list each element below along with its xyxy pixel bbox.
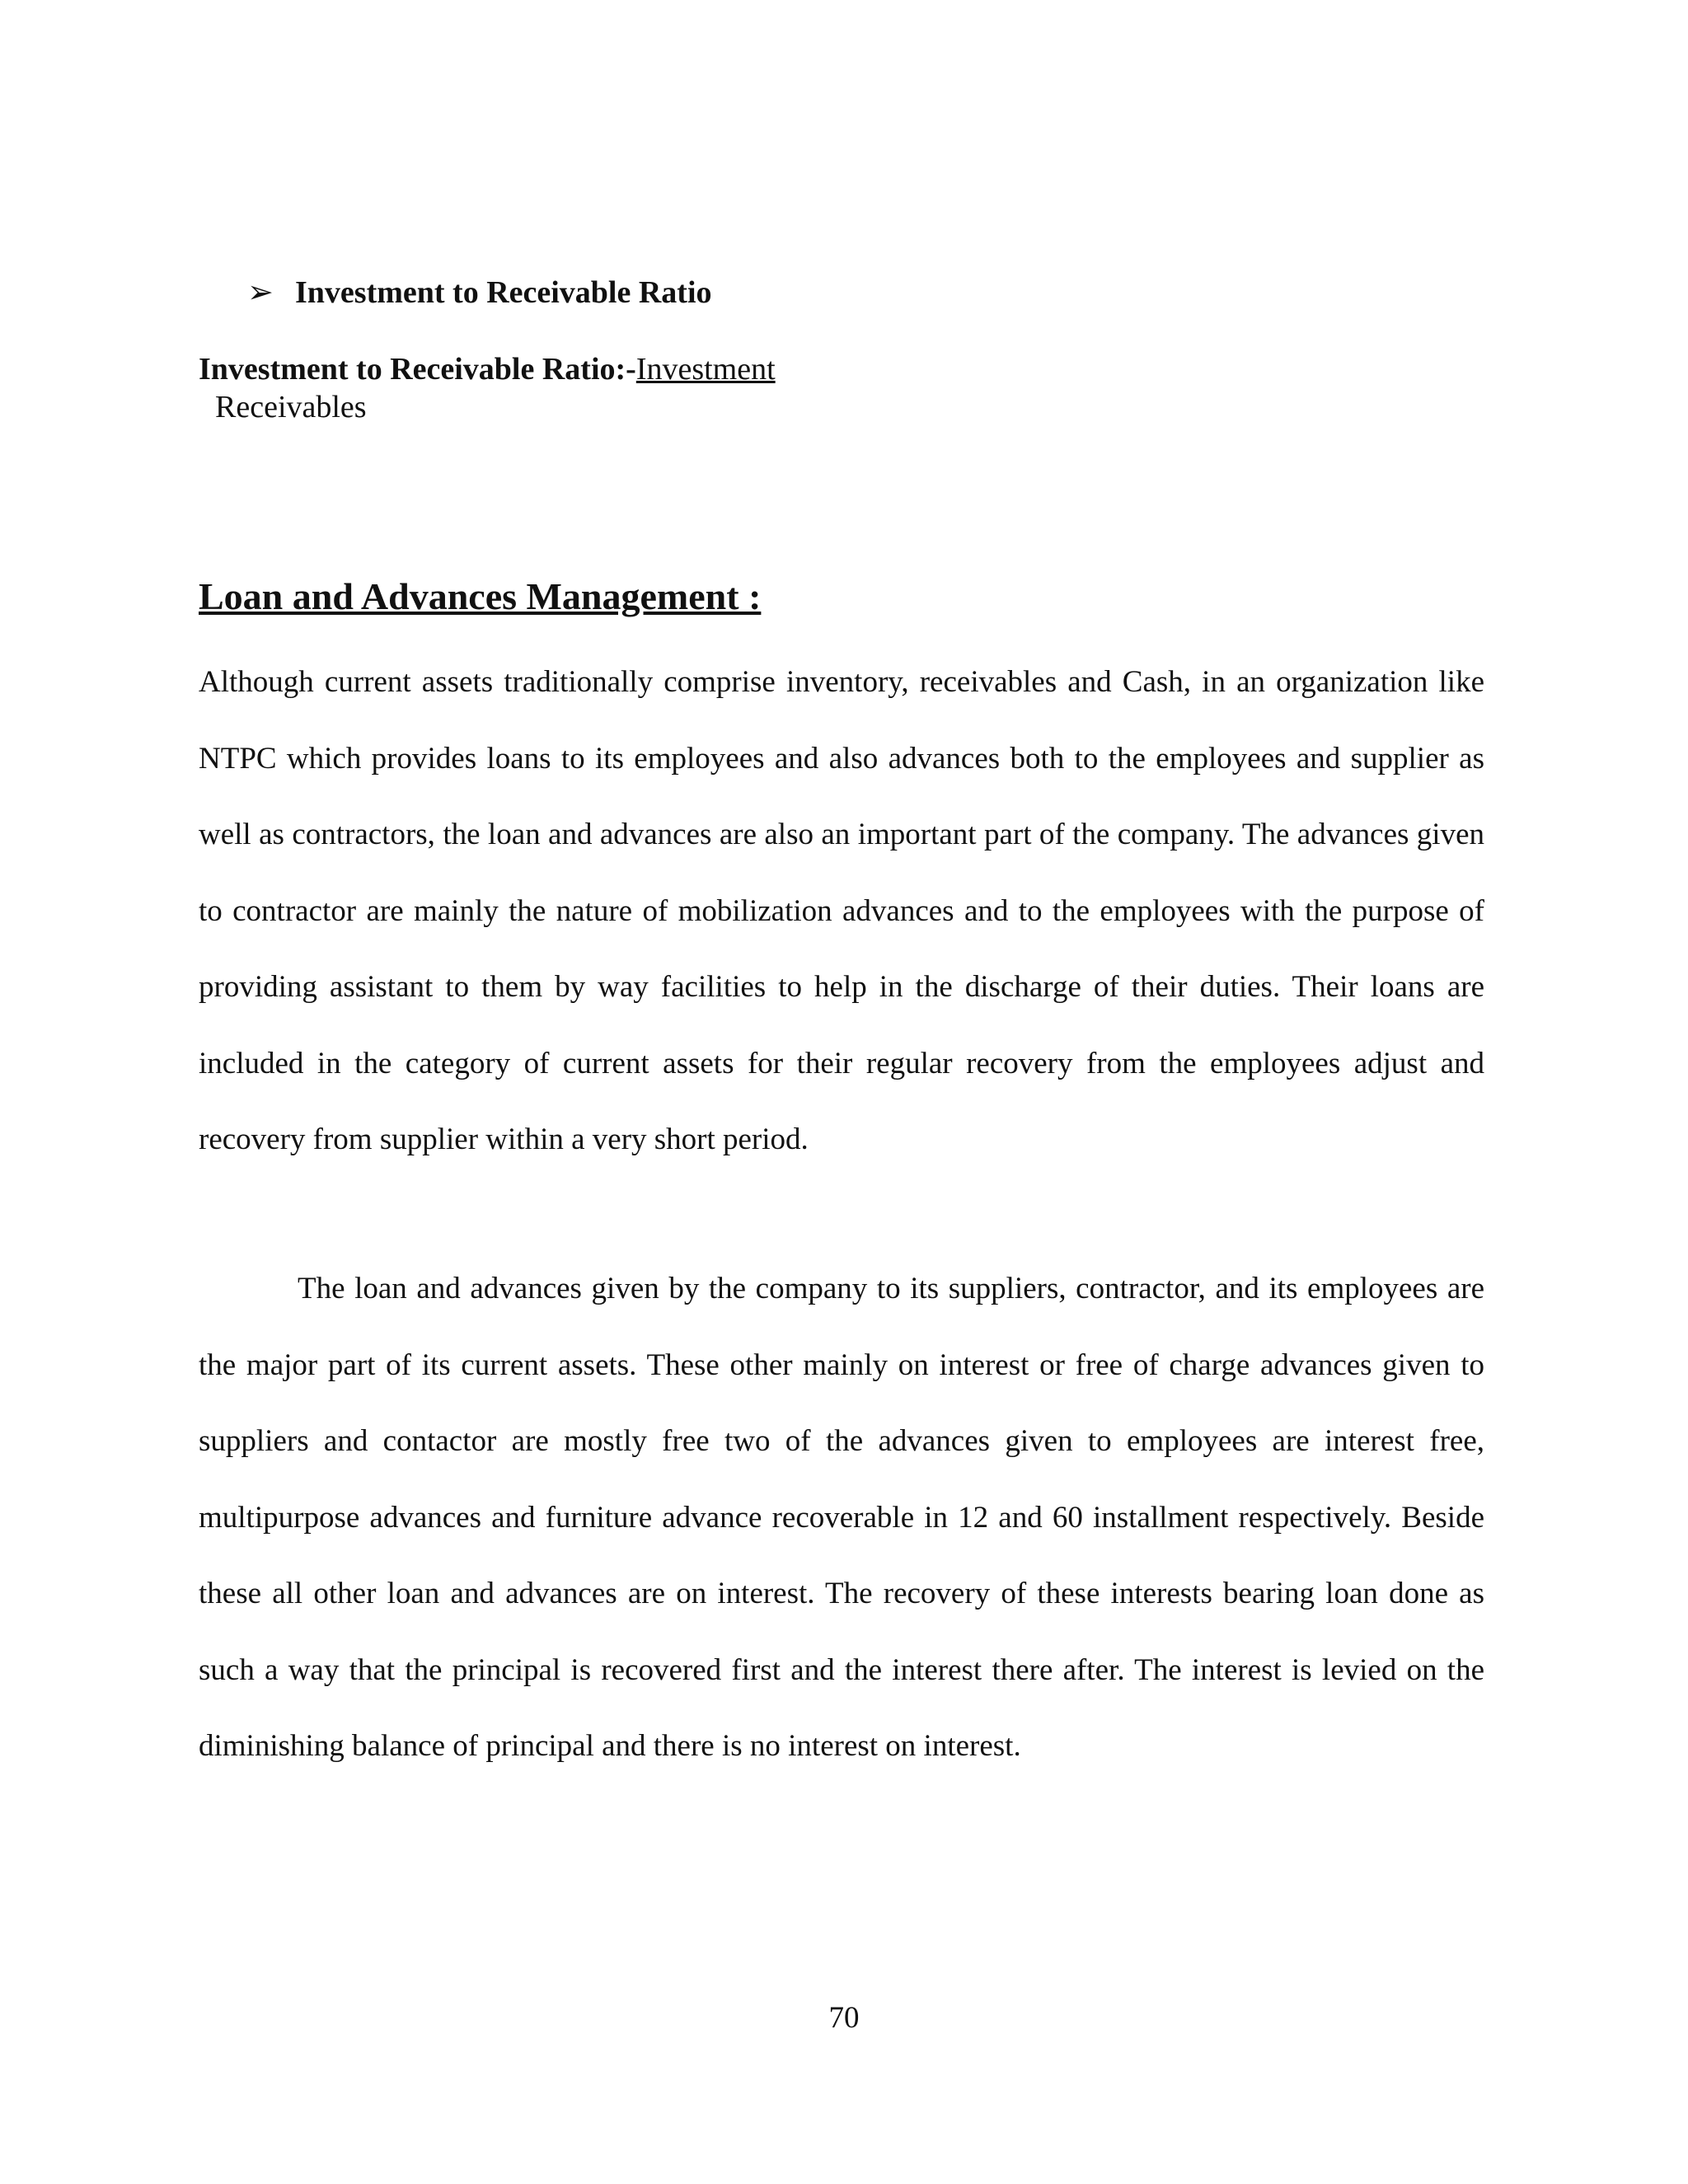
body-paragraph-1: Although current assets traditionally comprise inventory, receivables and Cash, in an organization like NTPC which provides loans to its employees and also advances both to the employees and supplier as well as contractors, the loan and advances are also an important part of the company. The advances given to contractor are mainly the nature of mobilization advances and to the employees with the purpose of providing assistant to them by way facilities to help in the discharge of their duties. Their loans are included in the category of current assets for their regular recovery from the employees adjust and recovery from supplier within a very short period.: [199, 665, 1484, 1156]
ratio-label: Investment to Receivable Ratio:-: [199, 352, 636, 387]
page-number: 70: [828, 2001, 860, 2035]
section-heading: Loan and Advances Management :: [199, 575, 762, 617]
arrow-bullet-icon: ➢: [247, 275, 274, 310]
ratio-formula: [199, 349, 776, 389]
bullet-heading: [247, 272, 712, 313]
ratio-numerator: Investment: [635, 352, 776, 387]
bullet-heading-text: Investment to Receivable Ratio: [295, 275, 712, 310]
ratio-denominator: Receivables: [215, 390, 367, 424]
body-paragraph-2: The loan and advances given by the company to its suppliers, contractor, and its employees are the major part of its current assets. These other mainly on interest or free of charge advances given to suppliers and contactor are mostly free two of the advances given to employees are interest free, multipurpose advances and furniture advance recoverable in 12 and 60 installment respectively. Beside these all other loan and advances are on interest. The recovery of these interests bearing loan done as such a way that the principal is recovered first and the interest there after. The interest is levied on the diminishing balance of principal and there is no interest on interest.: [199, 1272, 1484, 1763]
